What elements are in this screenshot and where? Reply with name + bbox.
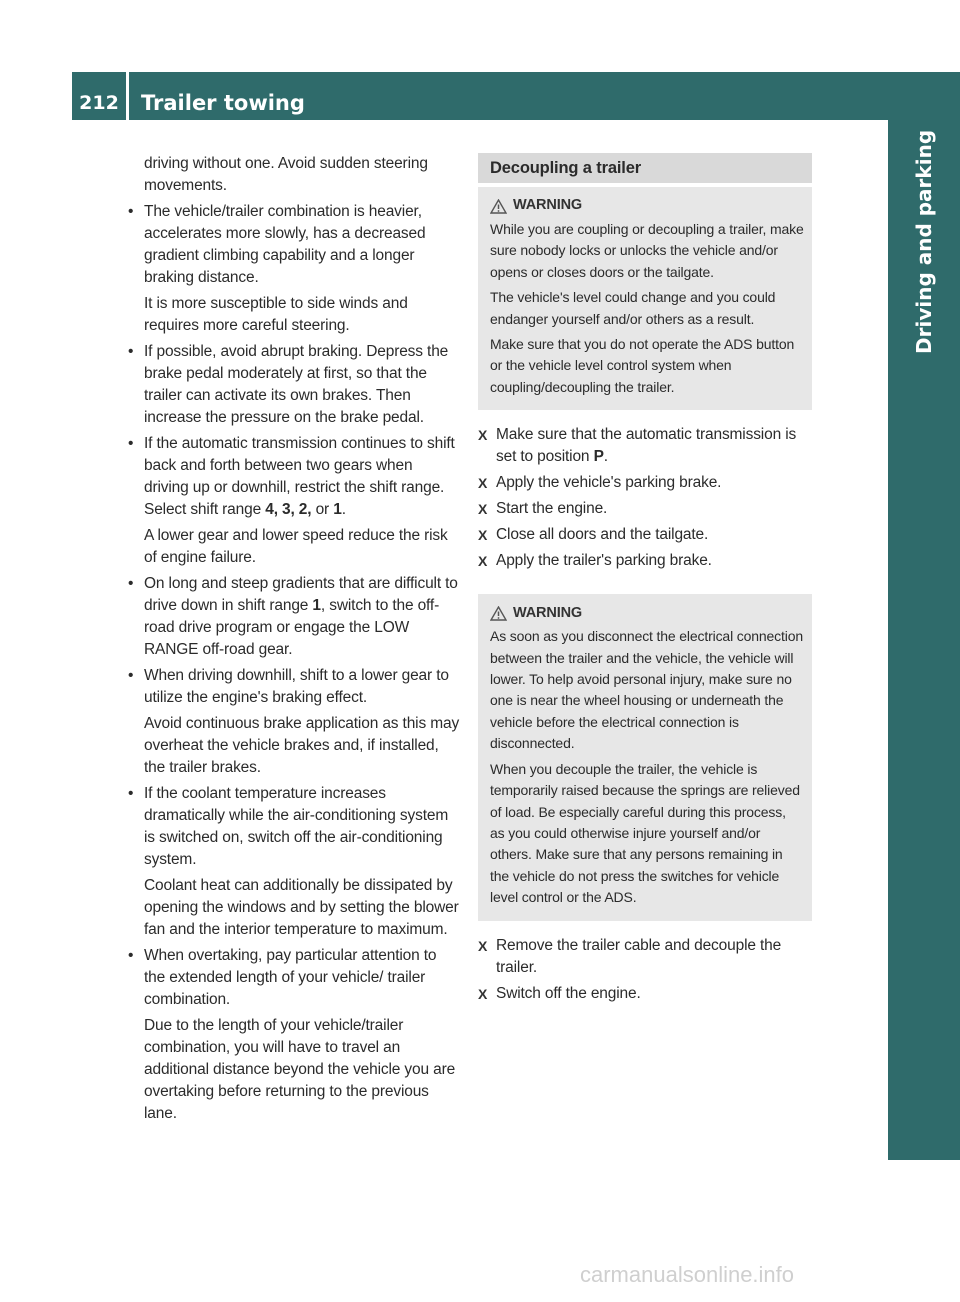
list-item: • If possible, avoid abrupt braking. Depress the brake pedal moderately at first, so that the trailer can activate its own brakes. Then increase the pressure on the brake pedal. (128, 341, 460, 429)
list-item: • If the automatic transmission continues to shift back and forth between two gears when driving up or downhill, restrict the shift range. Select shift range 4, 3, 2, or 1. (128, 433, 460, 521)
header-divider (126, 72, 129, 120)
step-item: X Switch off the engine. (478, 983, 812, 1005)
list-item-extra: Due to the length of your vehicle/trailer combination, you will have to travel an additional distance beyond the vehicle you are overtaking before returning to the previous lane. (144, 1017, 456, 1122)
warning-paragraph: While you are coupling or decoupling a trailer, make sure nobody locks or unlocks the vehicle and/or opens or closes doors or the tailgate. (490, 221, 804, 280)
section-heading: Decoupling a trailer (478, 153, 812, 183)
step-item: X Apply the trailer's parking brake. (478, 550, 812, 572)
warning-box (478, 594, 812, 920)
intro-continuation: driving without one. Avoid sudden steering movements. (144, 155, 428, 194)
step-arrow-icon: X (478, 985, 488, 1002)
step-arrow-icon: X (478, 427, 488, 444)
list-item-extra: It is more susceptible to side winds and requires more careful steering. (144, 295, 408, 334)
watermark: carmanualsonline.info (580, 1262, 795, 1287)
step-arrow-icon: X (478, 501, 488, 518)
list-item: • When overtaking, pay particular attention to the extended length of your vehicle/ trailer combination. (128, 945, 460, 1011)
step-item: X Remove the trailer cable and decouple the trailer. (478, 936, 782, 976)
left-column (128, 153, 460, 1129)
step-item: X Close all doors and the tailgate. (478, 524, 812, 546)
list-item: • If the coolant temperature increases dramatically while the air-conditioning system is switched on, switch off the air-conditioning system. (128, 783, 460, 871)
step-arrow-icon: X (478, 475, 488, 492)
page-number: 212 (79, 92, 119, 114)
list-item-extra: A lower gear and lower speed reduce the risk of engine failure. (144, 527, 448, 566)
list-item: • On long and steep gradients that are difficult to drive down in shift range 1, switch to the off-road drive program or engage the LOW RANGE off-road gear. (128, 573, 460, 661)
page-title: Trailer towing (141, 91, 305, 115)
step-item: X Start the engine. (478, 498, 812, 520)
warning-triangle-icon (490, 606, 507, 621)
warning-header (490, 195, 804, 217)
warning-paragraph: As soon as you disconnect the electrical connection between the trailer and the vehicle, the vehicle will lower. To help avoid personal injury, make sure no one is near the wheel housing or underneath the vehicle before the electrical connection is disconnected. (490, 628, 803, 752)
step-arrow-icon: X (478, 937, 488, 954)
list-item-extra: Avoid continuous brake application as this may overheat the vehicle brakes and, if installed, the trailer brakes. (144, 715, 460, 776)
step-arrow-icon: X (478, 527, 488, 544)
warning-triangle-icon (490, 199, 507, 214)
right-column (478, 153, 812, 1009)
warning-label: WARNING (513, 604, 583, 621)
side-tab-block (888, 72, 960, 412)
warning-paragraph: When you decouple the trailer, the vehicle is temporarily raised because the springs are relieved of load. Be especially careful during this process, as you could otherwise injure yourself and/or others. Make sure that any persons remaining in the vehicle do not press the switches for vehicle level control or the ADS. (490, 760, 800, 906)
list-item: • When driving downhill, shift to a lower gear to utilize the engine's braking effect. (128, 665, 460, 709)
warning-paragraph: Make sure that you do not operate the ADS button or the vehicle level control system when coupling/decoupling the trailer. (490, 336, 795, 395)
warning-box (478, 187, 812, 410)
warning-label: WARNING (513, 197, 583, 214)
warning-header (490, 602, 804, 624)
list-item-extra: Coolant heat can additionally be dissipated by opening the windows and by setting the blower fan and the interior temperature to maximum. (144, 877, 459, 938)
step-item: X Apply the vehicle's parking brake. (478, 472, 812, 494)
side-tab-label: Driving and parking (912, 129, 936, 355)
step-item: X Make sure that the automatic transmission is set to position P. (478, 426, 797, 466)
list-item: • The vehicle/trailer combination is heavier, accelerates more slowly, has a decreased gradient climbing capability and a longer braking distance. (128, 201, 460, 289)
step-arrow-icon: X (478, 553, 488, 570)
warning-paragraph: The vehicle's level could change and you could endanger yourself and/or others as a result. (490, 289, 776, 327)
